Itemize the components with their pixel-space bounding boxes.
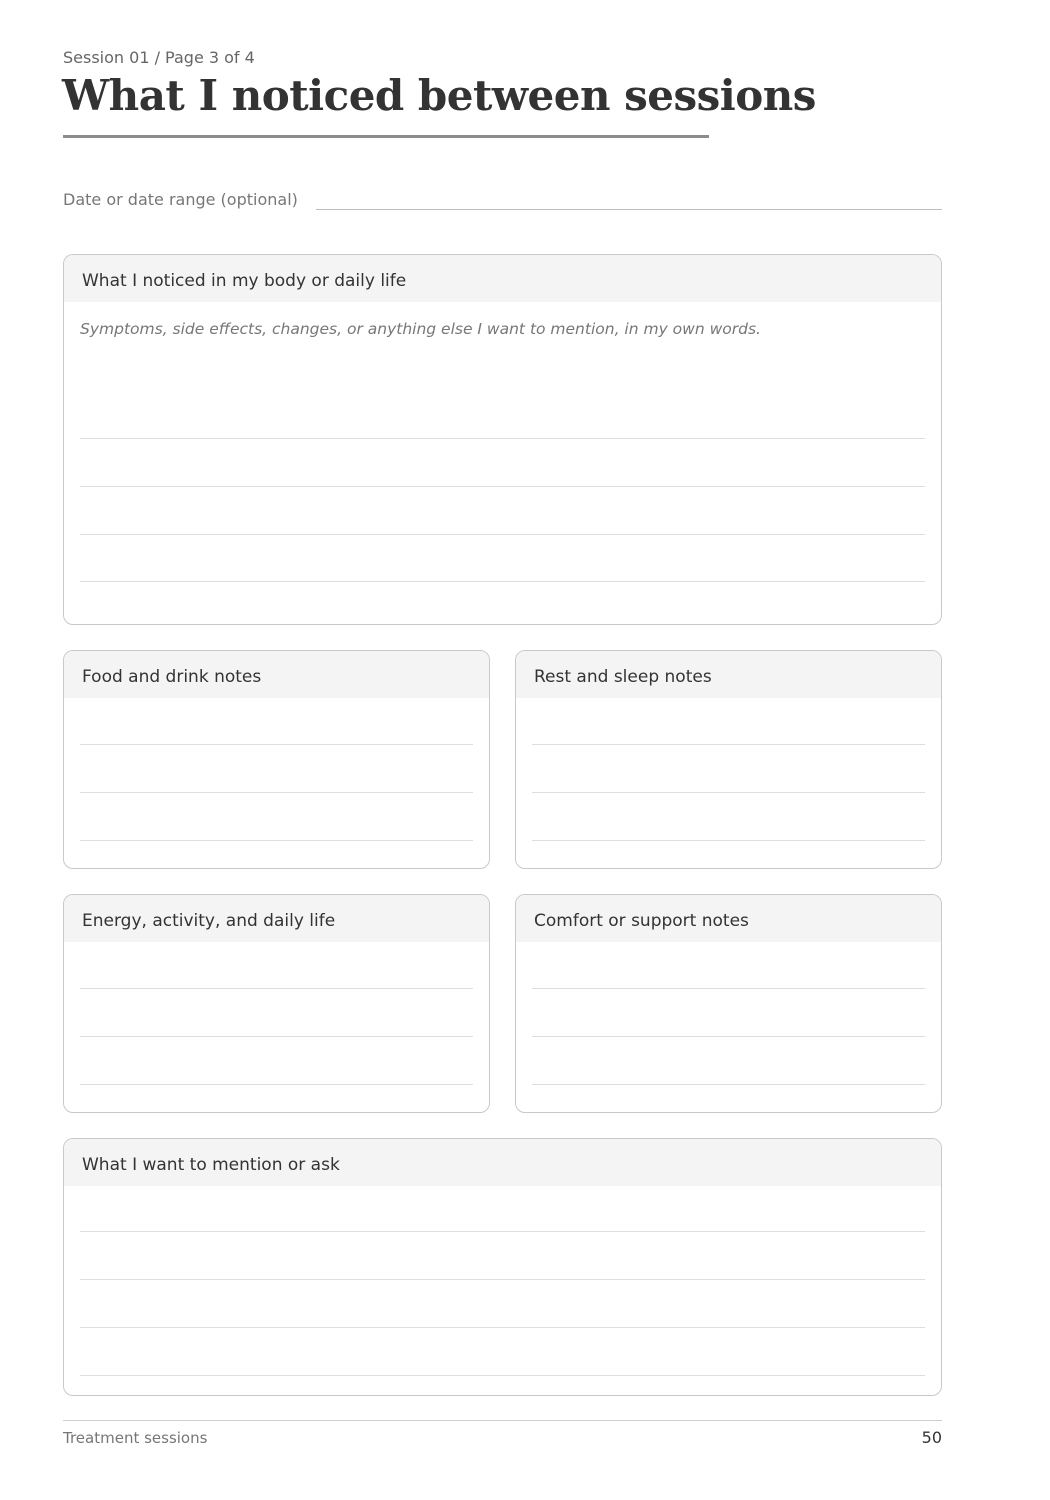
footer-divider bbox=[63, 1420, 942, 1421]
writing-line[interactable] bbox=[532, 1084, 925, 1085]
rest-notes-card bbox=[515, 650, 942, 869]
page-number: 50 bbox=[921, 1428, 942, 1447]
body-notes-card bbox=[63, 254, 942, 625]
card-header bbox=[64, 895, 489, 942]
writing-line[interactable] bbox=[80, 1231, 925, 1232]
writing-line[interactable] bbox=[80, 581, 925, 582]
card-title: Rest and sleep notes bbox=[534, 667, 712, 687]
writing-line[interactable] bbox=[80, 1084, 473, 1085]
writing-line[interactable] bbox=[80, 840, 473, 841]
writing-line[interactable] bbox=[80, 438, 925, 439]
card-title: Comfort or support notes bbox=[534, 911, 749, 931]
writing-line[interactable] bbox=[532, 792, 925, 793]
writing-line[interactable] bbox=[532, 988, 925, 989]
card-header bbox=[64, 255, 941, 302]
card-header bbox=[64, 1139, 941, 1186]
writing-line[interactable] bbox=[80, 486, 925, 487]
writing-line[interactable] bbox=[80, 792, 473, 793]
writing-line[interactable] bbox=[80, 1375, 925, 1376]
writing-line[interactable] bbox=[532, 840, 925, 841]
writing-line[interactable] bbox=[532, 744, 925, 745]
food-notes-card bbox=[63, 650, 490, 869]
page-title: What I noticed between sessions bbox=[62, 71, 816, 120]
writing-line[interactable] bbox=[80, 534, 925, 535]
date-field-label: Date or date range (optional) bbox=[63, 190, 298, 209]
mention-notes-card bbox=[63, 1138, 942, 1396]
card-title: Food and drink notes bbox=[82, 667, 262, 687]
card-title: What I noticed in my body or daily life bbox=[82, 271, 407, 291]
card-title: Energy, activity, and daily life bbox=[82, 911, 336, 931]
writing-line[interactable] bbox=[532, 1036, 925, 1037]
title-underline bbox=[63, 135, 709, 138]
card-hint: Symptoms, side effects, changes, or anything else I want to mention, in my own words. bbox=[80, 320, 761, 338]
card-header bbox=[516, 895, 941, 942]
writing-line[interactable] bbox=[80, 1036, 473, 1037]
card-title: What I want to mention or ask bbox=[82, 1155, 340, 1175]
card-header bbox=[64, 651, 489, 698]
writing-line[interactable] bbox=[80, 744, 473, 745]
session-label: Session 01 / Page 3 of 4 bbox=[63, 48, 255, 67]
writing-line[interactable] bbox=[80, 1279, 925, 1280]
writing-line[interactable] bbox=[80, 1327, 925, 1328]
writing-line[interactable] bbox=[80, 988, 473, 989]
energy-notes-card bbox=[63, 894, 490, 1113]
card-header bbox=[516, 651, 941, 698]
footer-section-name: Treatment sessions bbox=[63, 1429, 208, 1447]
date-field-line[interactable] bbox=[316, 209, 942, 210]
comfort-notes-card bbox=[515, 894, 942, 1113]
